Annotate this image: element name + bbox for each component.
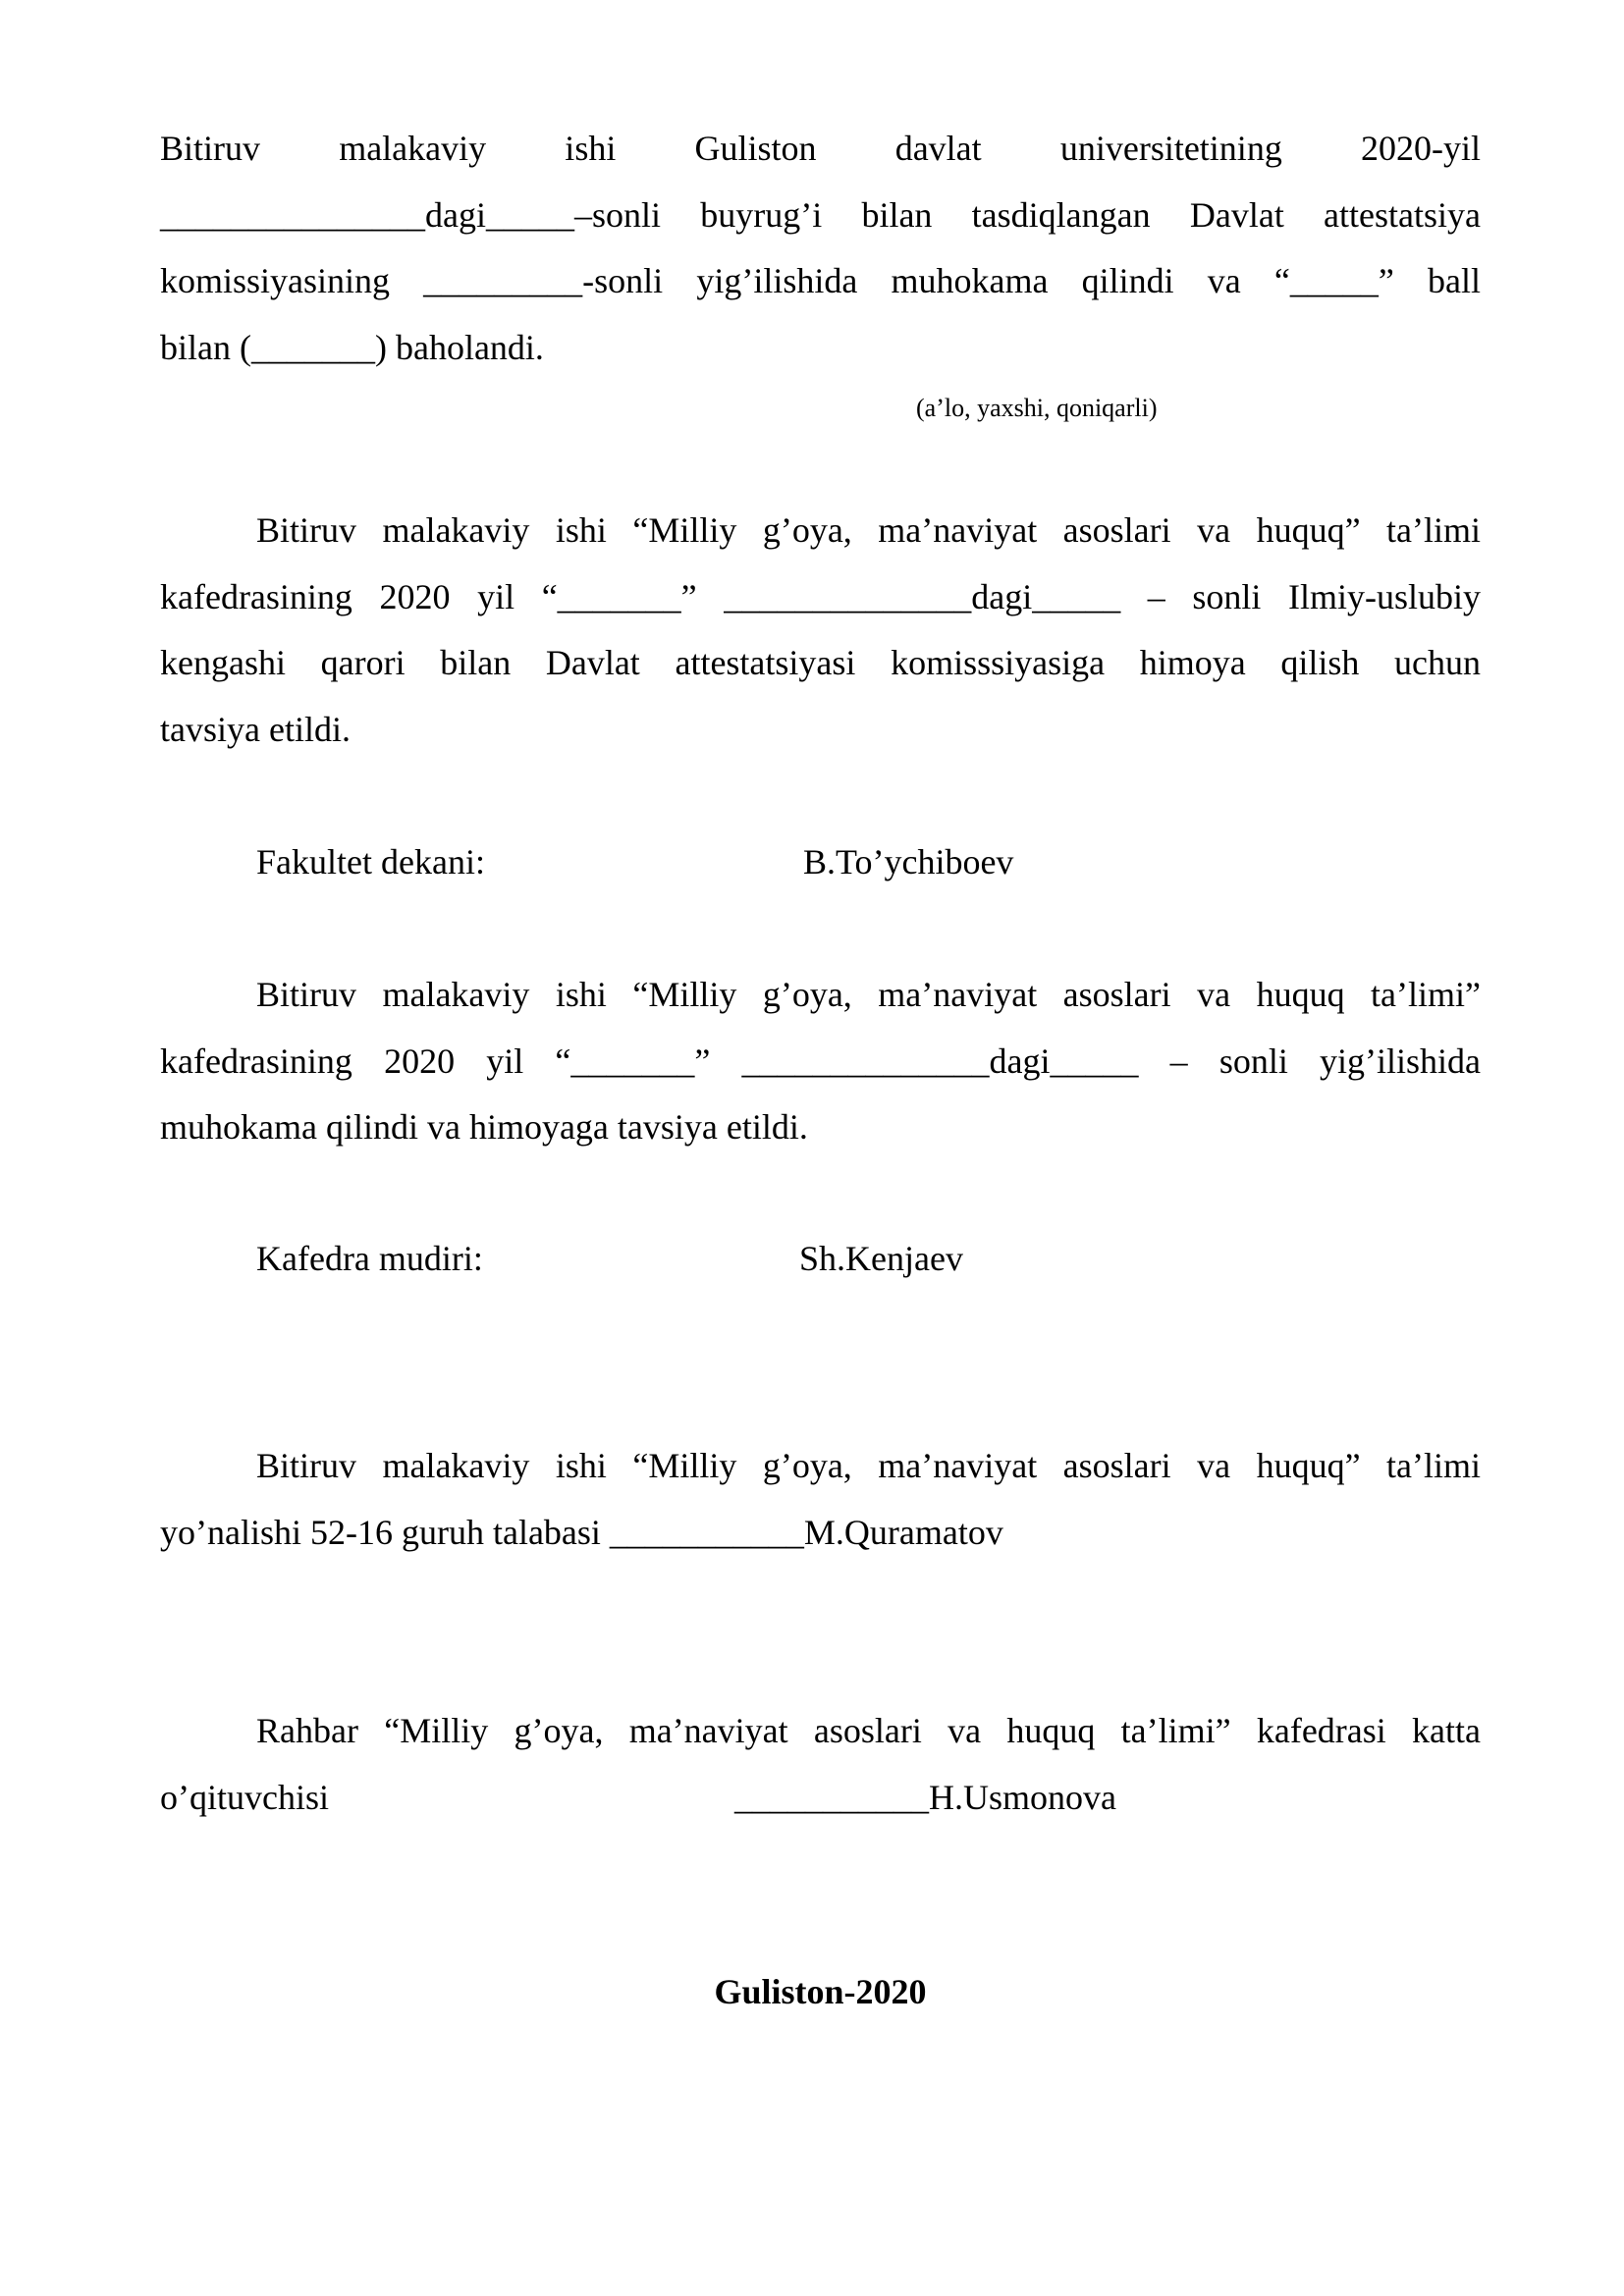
document-page [160, 0, 1481, 2296]
student-paragraph [160, 1433, 1481, 1566]
paragraph-line: kafedrasining 2020 yil “_______” ______________dagi_____ – sonli Ilmiy-uslubiy [160, 576, 1481, 616]
paragraph-line: Bitiruv malakaviy ishi “Milliy g’oya, ma’naviyat asoslari va huquq ta’limi” [256, 975, 1481, 1014]
head-signature-row [256, 1237, 963, 1280]
exam-commission-paragraph [160, 116, 1481, 381]
place-and-year: Guliston-2020 [714, 1972, 927, 2011]
dean-name: B.To’ychiboev [803, 842, 1014, 881]
head-name: Sh.Kenjaev [799, 1239, 963, 1278]
paragraph-line: Bitiruv malakaviy ishi “Milliy g’oya, ma’naviyat asoslari va huquq” ta’limi [256, 510, 1481, 550]
dean-label: Fakultet dekani: [256, 842, 485, 881]
paragraph-line: bilan (_______) baholandi. [160, 327, 544, 367]
paragraph-line: kengashi qarori bilan Davlat attestatsiyasi komisssiyasiga himoya qilish uchun [160, 643, 1481, 682]
supervisor-role: o’qituvchisi [160, 1777, 329, 1817]
council-recommendation-paragraph [160, 498, 1481, 763]
supervisor-name: ___________H.Usmonova [734, 1777, 1116, 1817]
paragraph-line: muhokama qilindi va himoyaga tavsiya etildi. [160, 1107, 808, 1147]
grade-options-note: (a’lo, yaxshi, qoniqarli) [916, 394, 1158, 422]
paragraph-line: _______________dagi_____–sonli buyrug’i bilan tasdiqlangan Davlat attestatsiya [160, 194, 1481, 235]
paragraph-line: kafedrasining 2020 yil “_______” ______________dagi_____ – sonli yig’ilishida [160, 1041, 1481, 1081]
paragraph-line: Bitiruv malakaviy ishi Guliston davlat universitetining 2020-yil [160, 129, 1481, 168]
paragraph-line: yo’nalishi 52-16 guruh talabasi ___________M.Quramatov [160, 1512, 1003, 1552]
paragraph-line: Rahbar “Milliy g’oya, ma’naviyat asoslari va huquq ta’limi” kafedrasi katta [256, 1711, 1481, 1750]
paragraph-line: Bitiruv malakaviy ishi “Milliy g’oya, ma’naviyat asoslari va huquq” ta’limi [256, 1446, 1481, 1485]
supervisor-paragraph [160, 1698, 1481, 1831]
supervisor-line [160, 1765, 1481, 1832]
paragraph-line: komissiyasining _________-sonli yig’ilishida muhokama qilindi va “_____” ball [160, 261, 1481, 300]
paragraph-line: tavsiya etildi. [160, 709, 351, 749]
head-label: Kafedra mudiri: [256, 1239, 483, 1278]
department-recommendation-paragraph [160, 962, 1481, 1161]
dean-signature-row [256, 840, 1014, 883]
